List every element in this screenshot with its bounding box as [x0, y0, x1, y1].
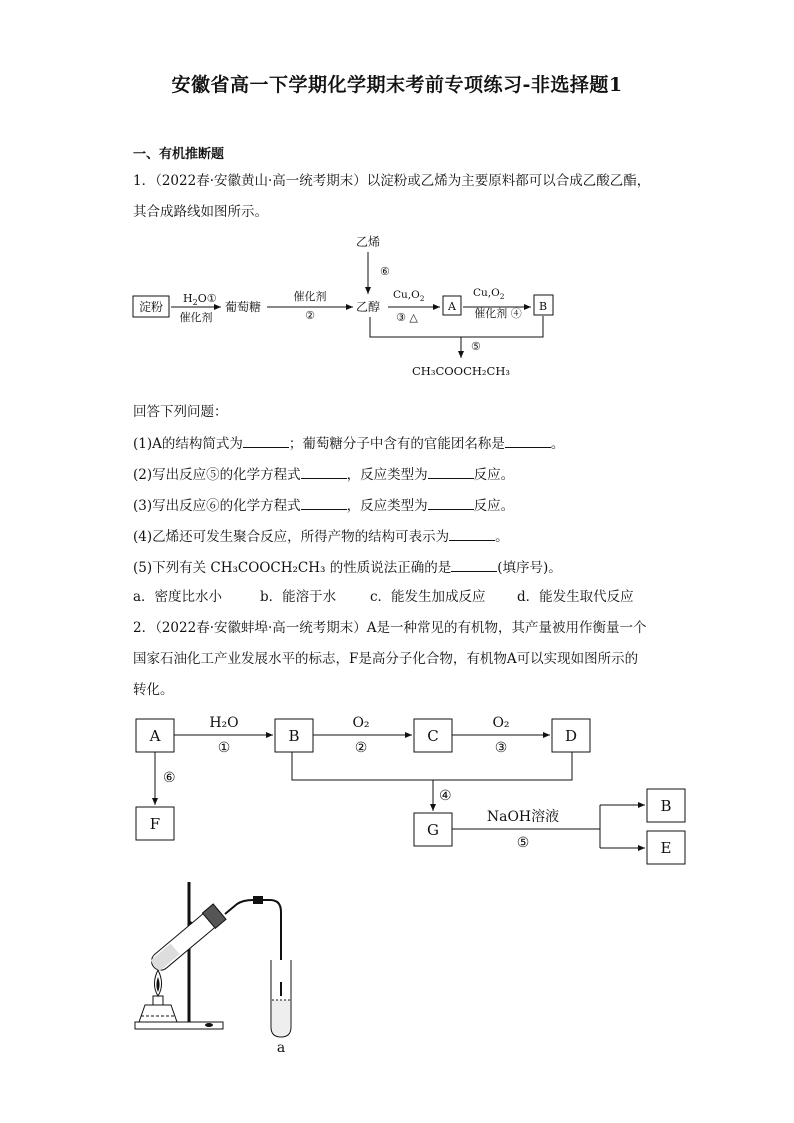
answer-blank[interactable]	[243, 433, 289, 448]
transformation-diagram	[125, 705, 695, 875]
answer-blank[interactable]	[428, 464, 474, 479]
box-g-label: G	[427, 821, 439, 839]
step3-label: ③ △	[396, 311, 418, 324]
page-title: 安徽省高一下学期化学期末考前专项练习-非选择题1	[171, 74, 623, 96]
q2-text-line1: 2．（2022春·安徽蚌埠·高一统考期末）A是一种常见的有机物，其产量被用作衡量一个	[133, 620, 647, 636]
apparatus-label: a	[276, 1040, 286, 1056]
answer-blank[interactable]	[301, 495, 347, 510]
q2-text-line3: 转化。	[133, 682, 174, 698]
ethanol-label: 乙醇	[355, 300, 381, 314]
starch-label: 淀粉	[138, 300, 164, 314]
esterification-bracket	[292, 752, 572, 780]
step2-label: ②	[354, 740, 368, 756]
box-b-label: B	[538, 300, 548, 313]
step1-label: ①	[217, 740, 231, 756]
q1-prompt: 回答下列问题：	[133, 404, 228, 420]
svg-text:H2O①: $H_2O①$	[183, 292, 217, 307]
option-d: d．能发生取代反应	[517, 589, 634, 605]
section-heading: 一、有机推断题	[133, 147, 225, 162]
box-e-label: E	[660, 839, 672, 857]
q2-text-line2: 国家石油化工产业发展水平的标志，F是高分子化合物，有机物A可以实现如图所示的	[133, 651, 639, 667]
cuo2-label-a: Cu,O	[393, 289, 420, 301]
step6-label: ⑥	[163, 770, 176, 786]
step5-label: ⑤	[516, 835, 530, 851]
answer-blank[interactable]	[301, 464, 347, 479]
naoh-label: NaOH溶液	[486, 809, 560, 825]
step4-label: ④	[439, 788, 452, 804]
box-c-label: C	[427, 727, 439, 745]
h2o-label: H₂O	[209, 715, 239, 731]
catalyst-label-4: 催化剂 ④	[474, 307, 522, 320]
box-f-label: F	[149, 815, 161, 833]
step5-label: ⑤	[471, 340, 481, 353]
o2-label-2: O₂	[492, 715, 510, 731]
q1-sub2: (2)写出反应⑤的化学方程式 ，反应类型为 反应。	[133, 464, 514, 484]
option-b: b．能溶于水	[260, 589, 337, 605]
synthesis-route-diagram	[125, 228, 565, 388]
box-a-label: A	[448, 300, 456, 313]
answer-blank[interactable]	[428, 495, 474, 510]
answer-blank[interactable]	[449, 526, 495, 541]
catalyst-label-1: 催化剂	[179, 311, 213, 324]
box-d-label: D	[564, 727, 578, 745]
q1-text-line1: 1．（2022春·安徽黄山·高一统考期末）以淀粉或乙烯为主要原料都可以合成乙酸乙酯，	[133, 173, 651, 189]
o2-label-1: O₂	[352, 715, 370, 731]
q1-text-line2: 其合成路线如图所示。	[133, 204, 268, 220]
q1-sub3: (3)写出反应⑥的化学方程式 ，反应类型为 反应。	[133, 495, 514, 515]
ester-product-label: CH₃COOCH₂CH₃	[412, 364, 510, 378]
catalyst-label-2: 催化剂	[293, 290, 327, 303]
alcohol-lamp	[139, 1005, 177, 1022]
step3-label: ③	[494, 740, 508, 756]
ethylene-label: 乙烯	[355, 235, 381, 249]
option-a: a．密度比水小	[133, 589, 223, 605]
cuo2-label-b: Cu,O	[473, 287, 500, 299]
box-b-label: B	[288, 727, 300, 745]
answer-blank[interactable]	[451, 557, 497, 572]
h2o-label: H	[183, 292, 193, 305]
ester-apparatus-illustration	[125, 872, 315, 1057]
step2-label: ②	[305, 309, 315, 322]
q1-sub1: (1)A的结构简式为 ；葡萄糖分子中含有的官能团名称是 。	[133, 433, 564, 453]
q1-sub4: (4)乙烯还可发生聚合反应，所得产物的结构可表示为 。	[133, 526, 509, 546]
answer-blank[interactable]	[505, 433, 551, 448]
svg-text:Cu,O2: $Cu,O_2$	[393, 289, 425, 303]
box-b2-label: B	[660, 797, 672, 815]
svg-text:Cu,O2: $Cu,O_2$	[473, 287, 505, 301]
box-a-label: A	[149, 727, 161, 745]
glucose-label: 葡萄糖	[224, 300, 262, 314]
step6-label: ⑥	[380, 265, 390, 278]
q1-sub5: (5)下列有关 CH₃COOCH₂CH₃ 的性质说法正确的是 (填序号)。	[133, 557, 562, 577]
option-c: c．能发生加成反应	[370, 589, 486, 605]
